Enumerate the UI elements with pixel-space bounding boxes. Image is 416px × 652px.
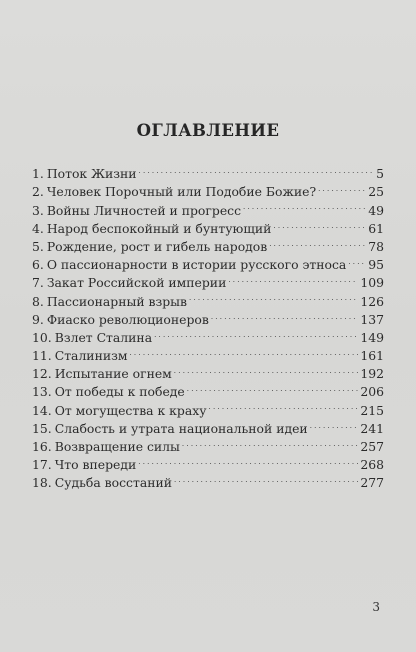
- toc-entry-title: Фиаско революционеров: [46, 311, 209, 327]
- toc-entry-title: О пассионарности в истории русского этноса: [46, 257, 347, 273]
- toc-entry-title: Народ беспокойный и бунтующий: [46, 220, 272, 236]
- toc-leader-dots: [154, 324, 358, 342]
- toc-entry-number: 14.: [32, 402, 52, 418]
- toc-leader-dots: [273, 215, 366, 233]
- toc-entry-number: 4.: [32, 220, 44, 236]
- toc-entry-number: 8.: [32, 293, 44, 309]
- toc-entry-title: Поток Жизни: [46, 166, 137, 182]
- toc-entry-title: Войны Личностей и прогресс: [46, 202, 242, 218]
- toc-entry-page: 95: [368, 257, 384, 273]
- toc-entry-number: 12.: [32, 366, 52, 382]
- toc-entry-title: Сталинизм: [54, 348, 128, 364]
- toc-entry-page: 192: [360, 366, 384, 382]
- toc-entry-title: Рождение, рост и гибель народов: [46, 238, 268, 254]
- toc-entry-page: 61: [368, 220, 384, 236]
- toc-entry-number: 9.: [32, 311, 44, 327]
- toc-entry-page: 126: [360, 293, 384, 309]
- toc-entry-title: Испытание огнем: [54, 366, 172, 382]
- toc-entry-page: 215: [360, 402, 384, 418]
- toc-entry-number: 10.: [32, 329, 52, 345]
- table-of-contents: [32, 160, 384, 491]
- toc-entry-title: Взлет Сталина: [54, 329, 153, 345]
- toc-entry-number: 1.: [32, 166, 44, 182]
- toc-entry-page: 109: [360, 275, 384, 291]
- toc-leader-dots: [209, 396, 359, 414]
- toc-entry-page: 277: [360, 475, 384, 491]
- toc-leader-dots: [187, 378, 359, 396]
- toc-entry-number: 7.: [32, 275, 44, 291]
- toc-entry-page: 268: [360, 457, 384, 473]
- toc-entry-title: Что впереди: [54, 457, 137, 473]
- toc-leader-dots: [243, 196, 366, 214]
- toc-entry-title: Пассионарный взрыв: [46, 293, 188, 309]
- toc-leader-dots: [269, 233, 366, 251]
- toc-entry-page: 25: [368, 184, 384, 200]
- toc-entry-title: Закат Российской империи: [46, 275, 227, 291]
- toc-entry: [32, 160, 384, 182]
- toc-leader-dots: [138, 451, 358, 469]
- page-number: 3: [372, 600, 380, 614]
- toc-entry-number: 13.: [32, 384, 52, 400]
- toc-entry-number: 17.: [32, 457, 52, 473]
- toc-entry-number: 15.: [32, 420, 52, 436]
- toc-entry-page: 149: [360, 329, 384, 345]
- toc-entry-page: 137: [360, 311, 384, 327]
- toc-entry-title: Человек Порочный или Подобие Божие?: [46, 184, 317, 200]
- toc-entry-page: 5: [376, 166, 384, 182]
- toc-leader-dots: [318, 178, 366, 196]
- toc-entry-number: 3.: [32, 202, 44, 218]
- toc-leader-dots: [310, 415, 359, 433]
- toc-entry-number: 5.: [32, 238, 44, 254]
- page-title: ОГЛАВЛЕНИЕ: [136, 121, 280, 140]
- toc-entry-number: 2.: [32, 184, 44, 200]
- toc-leader-dots: [228, 269, 358, 287]
- toc-leader-dots: [174, 360, 359, 378]
- toc-entry-page: 78: [368, 238, 384, 254]
- toc-entry-number: 16.: [32, 439, 52, 454]
- toc-entry-page: 161: [360, 348, 384, 364]
- toc-leader-dots: [182, 433, 358, 451]
- toc-entry-title: От победы к победе: [54, 384, 185, 400]
- toc-entry-page: 49: [368, 202, 384, 218]
- toc-entry-number: 6.: [32, 257, 44, 273]
- toc-leader-dots: [348, 251, 366, 269]
- toc-leader-dots: [211, 306, 358, 324]
- toc-entry-page: 241: [360, 420, 384, 436]
- toc-entry-number: 18.: [32, 475, 52, 491]
- toc-entry-title: Судьба восстаний: [54, 475, 172, 491]
- toc-entry-title: От могущества к краху: [54, 402, 207, 418]
- toc-entry-number: 11.: [32, 348, 52, 364]
- toc-leader-dots: [189, 287, 358, 305]
- toc-leader-dots: [174, 469, 358, 487]
- toc-entry-title: Слабость и утрата национальной идеи: [54, 420, 308, 436]
- toc-leader-dots: [129, 342, 358, 360]
- toc-entry-page: 206: [360, 384, 384, 400]
- toc-leader-dots: [139, 160, 375, 178]
- toc-entry-title: Возвращение силы: [54, 439, 180, 454]
- toc-entry-page: 257: [360, 439, 384, 454]
